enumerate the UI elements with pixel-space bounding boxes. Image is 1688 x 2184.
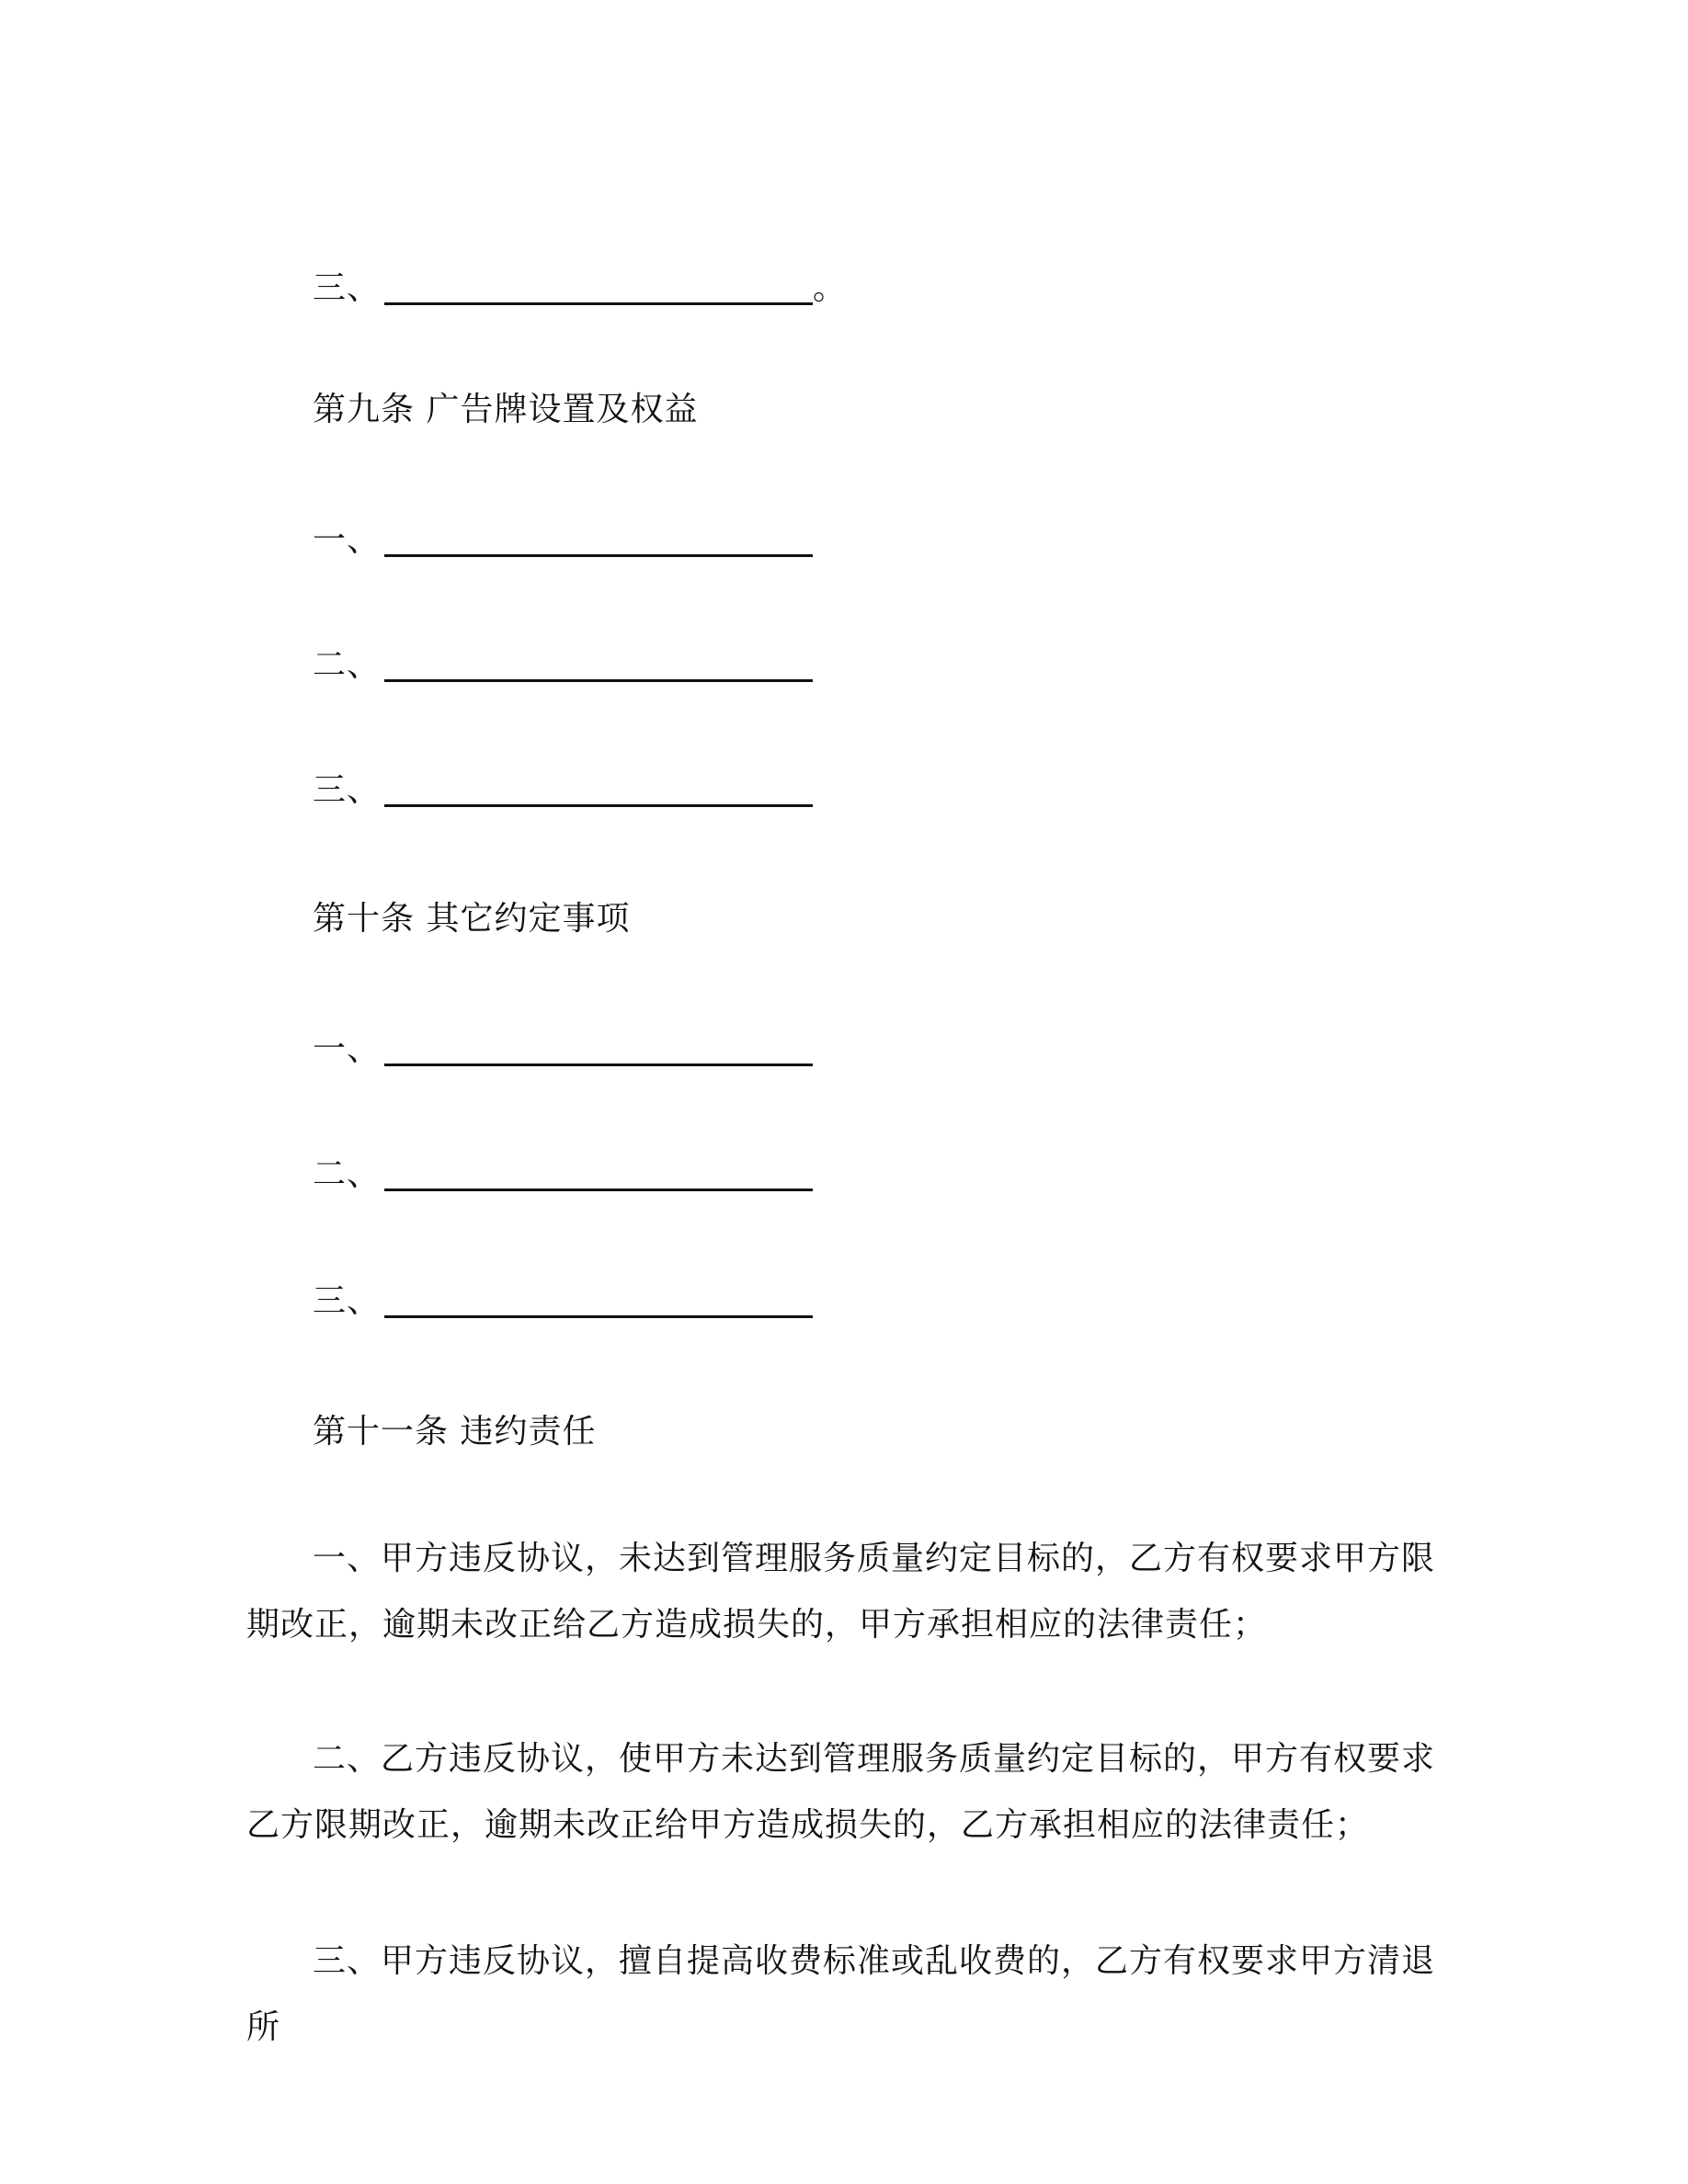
article10-item-3 <box>313 1282 813 1320</box>
item-label: 三、 <box>313 1282 382 1320</box>
article10-item-1 <box>313 1030 813 1068</box>
article9-item-3 <box>313 771 813 809</box>
fill-in-blank[interactable] <box>384 652 813 682</box>
fill-in-blank[interactable] <box>384 1161 813 1191</box>
item-label: 一、 <box>313 1030 382 1068</box>
article9-item-1 <box>313 521 813 559</box>
item-suffix: 。 <box>813 269 848 307</box>
item-label: 二、 <box>313 646 382 684</box>
article8-item-3 <box>313 269 848 307</box>
article11-paragraph-2: 二、乙方违反协议，使甲方未达到管理服务质量约定目标的，甲方有权要求乙方限期改正，逾期未改正给甲方造成损失的，乙方承担相应的法律责任； <box>246 1740 1436 1844</box>
fill-in-blank[interactable] <box>384 527 813 557</box>
article11-title: 第十一条 违约责任 <box>313 1413 597 1450</box>
article9-title: 第九条 广告牌设置及权益 <box>313 391 699 428</box>
item-label: 三、 <box>313 269 382 307</box>
fill-in-blank[interactable] <box>384 1288 813 1318</box>
item-label: 二、 <box>313 1155 382 1193</box>
fill-in-blank[interactable] <box>384 1036 813 1066</box>
article10-item-2 <box>313 1155 813 1193</box>
article9-item-2 <box>313 646 813 684</box>
item-label: 一、 <box>313 521 382 559</box>
fill-in-blank[interactable] <box>384 275 813 305</box>
article10-title: 第十条 其它约定事项 <box>313 900 631 938</box>
article11-paragraph-1: 一、甲方违反协议，未达到管理服务质量约定目标的，乙方有权要求甲方限期改正，逾期未改正给乙方造成损失的，甲方承担相应的法律责任； <box>246 1540 1436 1644</box>
fill-in-blank[interactable] <box>384 777 813 807</box>
item-label: 三、 <box>313 771 382 809</box>
article11-paragraph-3: 三、甲方违反协议，擅自提高收费标准或乱收费的，乙方有权要求甲方清退所 <box>246 1942 1436 2046</box>
